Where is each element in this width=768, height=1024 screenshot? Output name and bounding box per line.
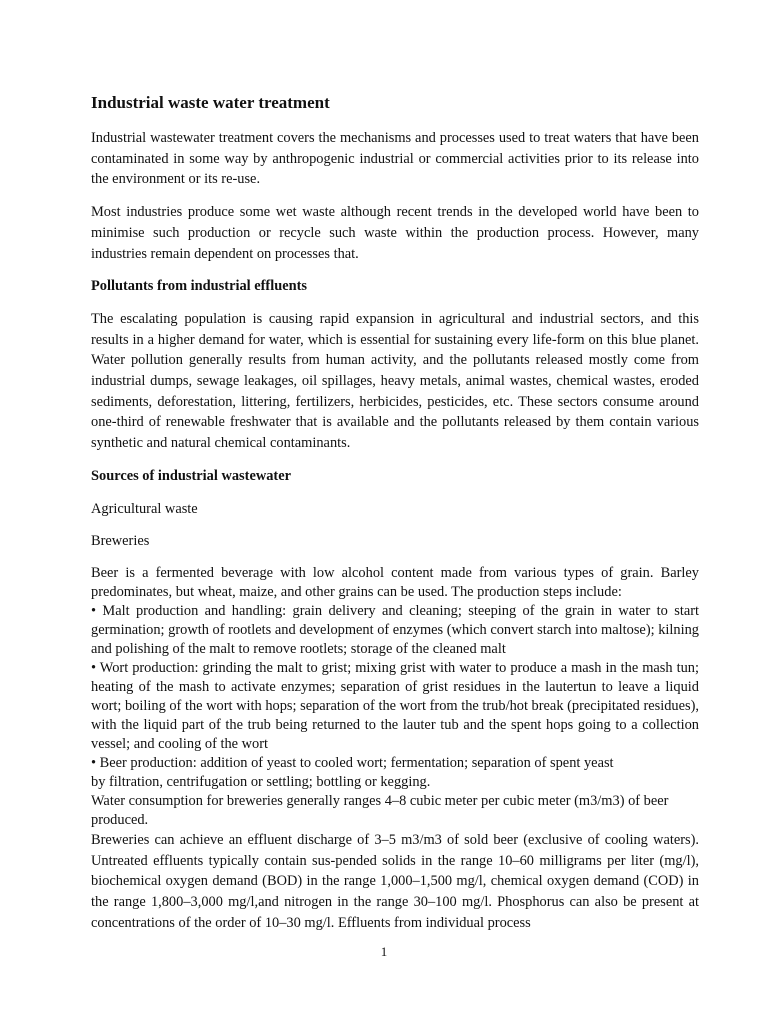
- document-body: [91, 92, 699, 933]
- bullet-wort-production: • Wort production: grinding the malt to grist; mixing grist with water to produce a mash in the mash tun; heating of the mash to activate enzymes; separation of grist residues in the lautertun to leave a liquid wort; boiling of the wort with hops; separation of the wort from the trub/hot break (precipitated residues), with the liquid part of the trub being returned to the lauter tub and the spent hops going to a collection vessel; and cooling of the wort: [91, 659, 699, 752]
- bullet-beer-production-line2: by filtration, centrifugation or settling; bottling or kegging.: [91, 773, 431, 790]
- bullet-beer-production-line1: • Beer production: addition of yeast to cooled wort; fermentation; separation of spent yeast: [91, 754, 614, 771]
- section-heading-sources: Sources of industrial wastewater: [91, 467, 291, 484]
- intro-paragraph-2: Most industries produce some wet waste although recent trends in the developed world have been to minimise such production or recycle such waste within the production process. However, many industries remain dependent on processes that.: [91, 204, 699, 262]
- document-title: Industrial waste water treatment: [91, 93, 330, 112]
- effluent-paragraph: Breweries can achieve an effluent discharge of 3–5 m3/m3 of sold beer (exclusive of cooling waters). Untreated effluents typically contain sus-pended solids in the range 10–60 milligrams per liter (mg/l), biochemical oxygen demand (BOD) in the range 1,000–1,500 mg/l, chemical oxygen demand (COD) in the range 1,800–3,000 mg/l,and nitrogen in the range 30–100 mg/l. Phosphorus can also be present at concentrations of the order of 10–30 mg/l. Effluents from individual process: [91, 831, 699, 931]
- intro-paragraph-1: Industrial wastewater treatment covers the mechanisms and processes used to treat waters that have been contaminated in some way by anthropogenic industrial or commercial activities prior to its release into the environment or its re-use.: [91, 130, 699, 188]
- beer-intro-paragraph: Beer is a fermented beverage with low alcohol content made from various types of grain. Barley predominates, but wheat, maize, and other grains can be used. The production steps include:: [91, 564, 699, 600]
- page-number: 1: [380, 944, 388, 959]
- pollutants-paragraph: The escalating population is causing rapid expansion in agricultural and industrial sectors, and this results in a higher demand for water, which is essential for sustaining every life-form on this blue planet. Water pollution generally results from human activity, and the pollutants released mostly come from industrial dumps, sewage leakages, oil spillages, heavy metals, animal wastes, chemical wastes, eroded sediments, deforestation, littering, fertilizers, herbicides, pesticides, etc. These sectors consume around one-third of renewable freshwater that is available and the pollutants released by them contain various synthetic and natural chemical contaminants.: [91, 310, 699, 452]
- subheading-breweries: Breweries: [91, 533, 150, 550]
- bullet-malt-production: • Malt production and handling: grain delivery and cleaning; steeping of the grain in water to start germination; growth of rootlets and development of enzymes (which convert starch into maltose); kilning and polishing of the malt to remove rootlets; storage of the cleaned malt: [91, 602, 699, 657]
- water-consumption-paragraph: Water consumption for breweries generally ranges 4–8 cubic meter per cubic meter (m3/m3) of beer produced.: [91, 792, 669, 828]
- subheading-agricultural-waste: Agricultural waste: [91, 500, 198, 517]
- section-heading-pollutants: Pollutants from industrial effluents: [91, 278, 307, 295]
